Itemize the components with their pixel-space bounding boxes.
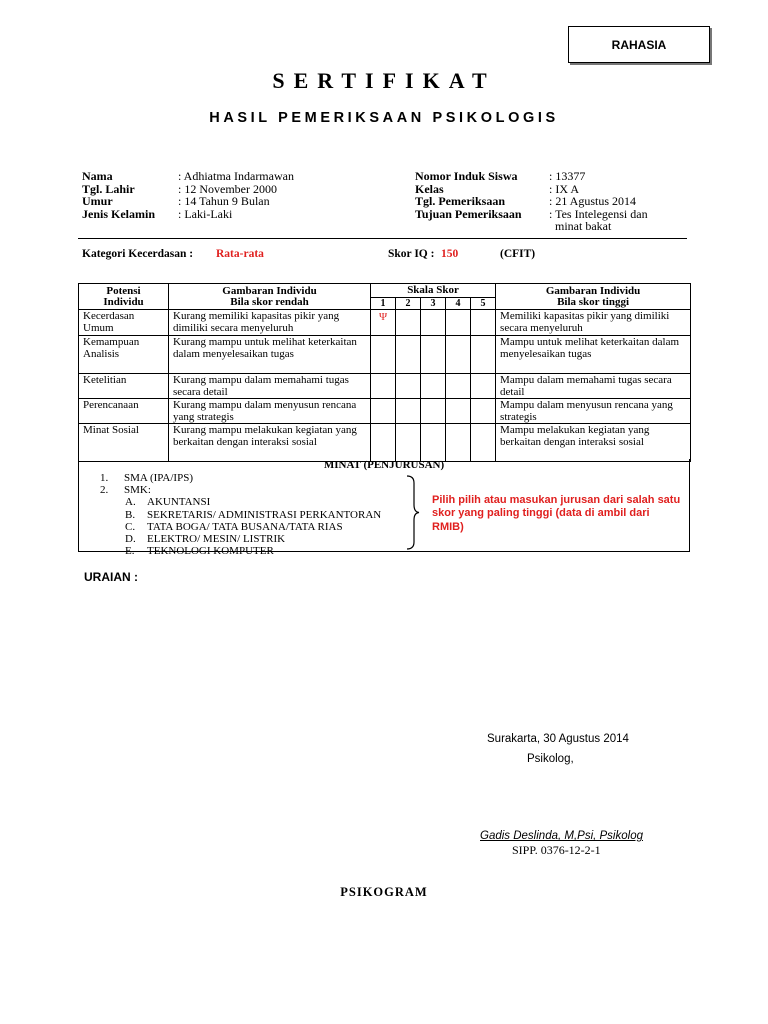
score-cell bbox=[471, 399, 496, 424]
score-cell bbox=[471, 424, 496, 462]
score-cell bbox=[421, 424, 446, 462]
certificate-title: SERTIFIKAT bbox=[272, 68, 496, 93]
iq-label: Skor IQ : bbox=[388, 248, 435, 260]
info-value: : IX A bbox=[549, 181, 579, 196]
list-item bbox=[100, 472, 381, 484]
info-row bbox=[82, 195, 388, 208]
sipp-number: SIPP. 0376-12-2-1 bbox=[512, 843, 601, 857]
header-low: Gambaran Individu Bila skor rendah bbox=[169, 284, 371, 310]
score-cell bbox=[371, 399, 396, 424]
student-info-right bbox=[415, 170, 689, 233]
sub-list-item bbox=[100, 533, 381, 545]
certificate-subtitle: HASIL PEMERIKSAAN PSIKOLOGIS bbox=[209, 110, 559, 126]
info-label: Kelas bbox=[415, 181, 444, 196]
low-desc-cell: Kurang memiliki kapasitas pikir yang dimiliki secara menyeluruh bbox=[169, 310, 371, 336]
brace-icon bbox=[404, 475, 420, 550]
info-label: Jenis Kelamin bbox=[82, 206, 156, 221]
scale-number: 2 bbox=[396, 297, 421, 310]
score-cell bbox=[471, 310, 496, 336]
uraian-label: URAIAN : bbox=[84, 570, 138, 584]
psikogram-title: PSIKOGRAM bbox=[340, 885, 428, 899]
info-row bbox=[82, 208, 388, 221]
list-number: 2. bbox=[100, 484, 109, 497]
list-item bbox=[100, 484, 381, 496]
high-desc-cell: Mampu untuk melihat keterkaitan dalam menyelesaikan tugas bbox=[496, 336, 691, 374]
signer-role: Psikolog, bbox=[527, 753, 574, 765]
score-cell bbox=[421, 374, 446, 399]
score-cell bbox=[396, 399, 421, 424]
info-row bbox=[415, 220, 689, 233]
sub-list-item bbox=[100, 545, 381, 557]
info-label: Tujuan Pemeriksaan bbox=[415, 206, 522, 221]
header-scale: Skala Skor bbox=[371, 284, 496, 298]
low-desc-cell: Kurang mampu dalam menyusun rencana yang strategis bbox=[169, 399, 371, 424]
sub-list-item bbox=[100, 509, 381, 521]
info-row bbox=[82, 170, 388, 183]
minat-list bbox=[100, 472, 381, 557]
sub-list-item bbox=[100, 521, 381, 533]
score-cell bbox=[421, 336, 446, 374]
potensi-cell: Kemampuan Analisis bbox=[79, 336, 169, 374]
sub-list-label: TEKNOLOGI KOMPUTER bbox=[147, 545, 274, 558]
potensi-cell: Ketelitian bbox=[79, 374, 169, 399]
score-cell bbox=[446, 374, 471, 399]
score-cell bbox=[371, 374, 396, 399]
info-value: : Tes Intelegensi dan bbox=[549, 206, 648, 221]
info-label: Umur bbox=[82, 194, 113, 208]
sub-list-letter: E. bbox=[125, 545, 135, 558]
score-cell bbox=[371, 424, 396, 462]
high-desc-cell: Memiliki kapasitas pikir yang dimiliki secara menyeluruh bbox=[496, 310, 691, 336]
header-potensi: Potensi Individu bbox=[79, 284, 169, 310]
header-high: Gambaran Individu Bila skor tinggi bbox=[496, 284, 691, 310]
info-value: : Adhiatma Indarmawan bbox=[178, 169, 294, 183]
score-cell bbox=[421, 310, 446, 336]
table-row bbox=[79, 424, 691, 462]
info-label: Nomor Induk Siswa bbox=[415, 169, 518, 183]
sub-list-label: ELEKTRO/ MESIN/ LISTRIK bbox=[147, 533, 286, 546]
student-info-left bbox=[82, 170, 388, 220]
score-cell bbox=[446, 424, 471, 462]
list-number: 1. bbox=[100, 472, 109, 484]
psi-mark-icon: Ψ bbox=[378, 311, 388, 323]
score-cell bbox=[396, 310, 421, 336]
sub-list-letter: C. bbox=[125, 520, 136, 533]
category-value: Rata-rata bbox=[216, 248, 264, 260]
scale-number: 5 bbox=[471, 297, 496, 310]
scale-number: 4 bbox=[446, 297, 471, 310]
sub-list-label: SEKRETARIS/ ADMINISTRASI PERKANTORAN bbox=[147, 508, 382, 521]
high-desc-cell: Mampu dalam menyusun rencana yang strategis bbox=[496, 399, 691, 424]
category-label: Kategori Kecerdasan : bbox=[82, 248, 194, 260]
info-row bbox=[415, 195, 689, 208]
info-label: Nama bbox=[82, 169, 113, 183]
low-desc-cell: Kurang mampu melakukan kegiatan yang berkaitan dengan interaksi sosial bbox=[169, 424, 371, 462]
sub-list-label: AKUNTANSI bbox=[147, 496, 211, 509]
info-value: : 13377 bbox=[549, 169, 586, 183]
score-cell bbox=[396, 374, 421, 399]
divider bbox=[78, 238, 687, 239]
score-cell bbox=[371, 336, 396, 374]
sub-list-item bbox=[100, 496, 381, 508]
iq-value: 150 bbox=[441, 248, 459, 260]
score-cell bbox=[471, 336, 496, 374]
table-row bbox=[79, 336, 691, 374]
score-cell bbox=[471, 374, 496, 399]
category-row bbox=[82, 248, 682, 262]
list-label: SMK: bbox=[124, 484, 151, 497]
score-cell bbox=[421, 399, 446, 424]
info-value: : 14 Tahun 9 Bulan bbox=[178, 194, 270, 208]
scale-number: 3 bbox=[421, 297, 446, 310]
info-label: Tgl. Lahir bbox=[82, 181, 135, 196]
sub-list-letter: D. bbox=[125, 533, 136, 546]
sub-list-letter: B. bbox=[125, 508, 136, 521]
score-cell bbox=[396, 424, 421, 462]
score-cell bbox=[396, 336, 421, 374]
list-label: SMA (IPA/IPS) bbox=[124, 472, 193, 484]
sub-list-label: TATA BOGA/ TATA BUSANA/TATA RIAS bbox=[147, 520, 343, 533]
info-label bbox=[415, 220, 549, 233]
place-date: Surakarta, 30 Agustus 2014 bbox=[487, 733, 629, 745]
score-cell bbox=[446, 336, 471, 374]
minat-title: MINAT (PENJURUSAN) bbox=[323, 459, 445, 471]
table-row bbox=[79, 310, 691, 336]
confidential-stamp: RAHASIA bbox=[568, 26, 710, 63]
scale-number: 1 bbox=[371, 297, 396, 310]
info-row bbox=[415, 170, 689, 183]
high-desc-cell: Mampu melakukan kegiatan yang berkaitan dengan interaksi sosial bbox=[496, 424, 691, 462]
sub-list-letter: A. bbox=[125, 496, 136, 509]
info-label: Tgl. Pemeriksaan bbox=[415, 194, 505, 208]
info-value: : 21 Agustus 2014 bbox=[549, 194, 637, 208]
score-cell bbox=[446, 310, 471, 336]
test-name: (CFIT) bbox=[500, 248, 536, 260]
potensi-cell: Minat Sosial bbox=[79, 424, 169, 462]
table-row bbox=[79, 399, 691, 424]
minat-note: Pilih pilih atau masukan jurusan dari salah satu skor yang paling tinggi (data di ambil dari RMIB) bbox=[432, 494, 681, 533]
low-desc-cell: Kurang mampu dalam memahami tugas secara detail bbox=[169, 374, 371, 399]
potensi-cell: Perencanaan bbox=[79, 399, 169, 424]
low-desc-cell: Kurang mampu untuk melihat keterkaitan dalam menyelesaikan tugas bbox=[169, 336, 371, 374]
info-value: minat bakat bbox=[549, 219, 612, 233]
score-cell bbox=[446, 399, 471, 424]
potensi-cell: Kecerdasan Umum bbox=[79, 310, 169, 336]
info-value: : Laki-Laki bbox=[178, 206, 233, 221]
high-desc-cell: Mampu dalam memahami tugas secara detail bbox=[496, 374, 691, 399]
table-row bbox=[79, 374, 691, 399]
score-table bbox=[78, 283, 691, 462]
signer-name: Gadis Deslinda, M,Psi, Psikolog bbox=[480, 830, 643, 842]
score-cell bbox=[371, 310, 396, 336]
info-value: : 12 November 2000 bbox=[178, 181, 277, 196]
